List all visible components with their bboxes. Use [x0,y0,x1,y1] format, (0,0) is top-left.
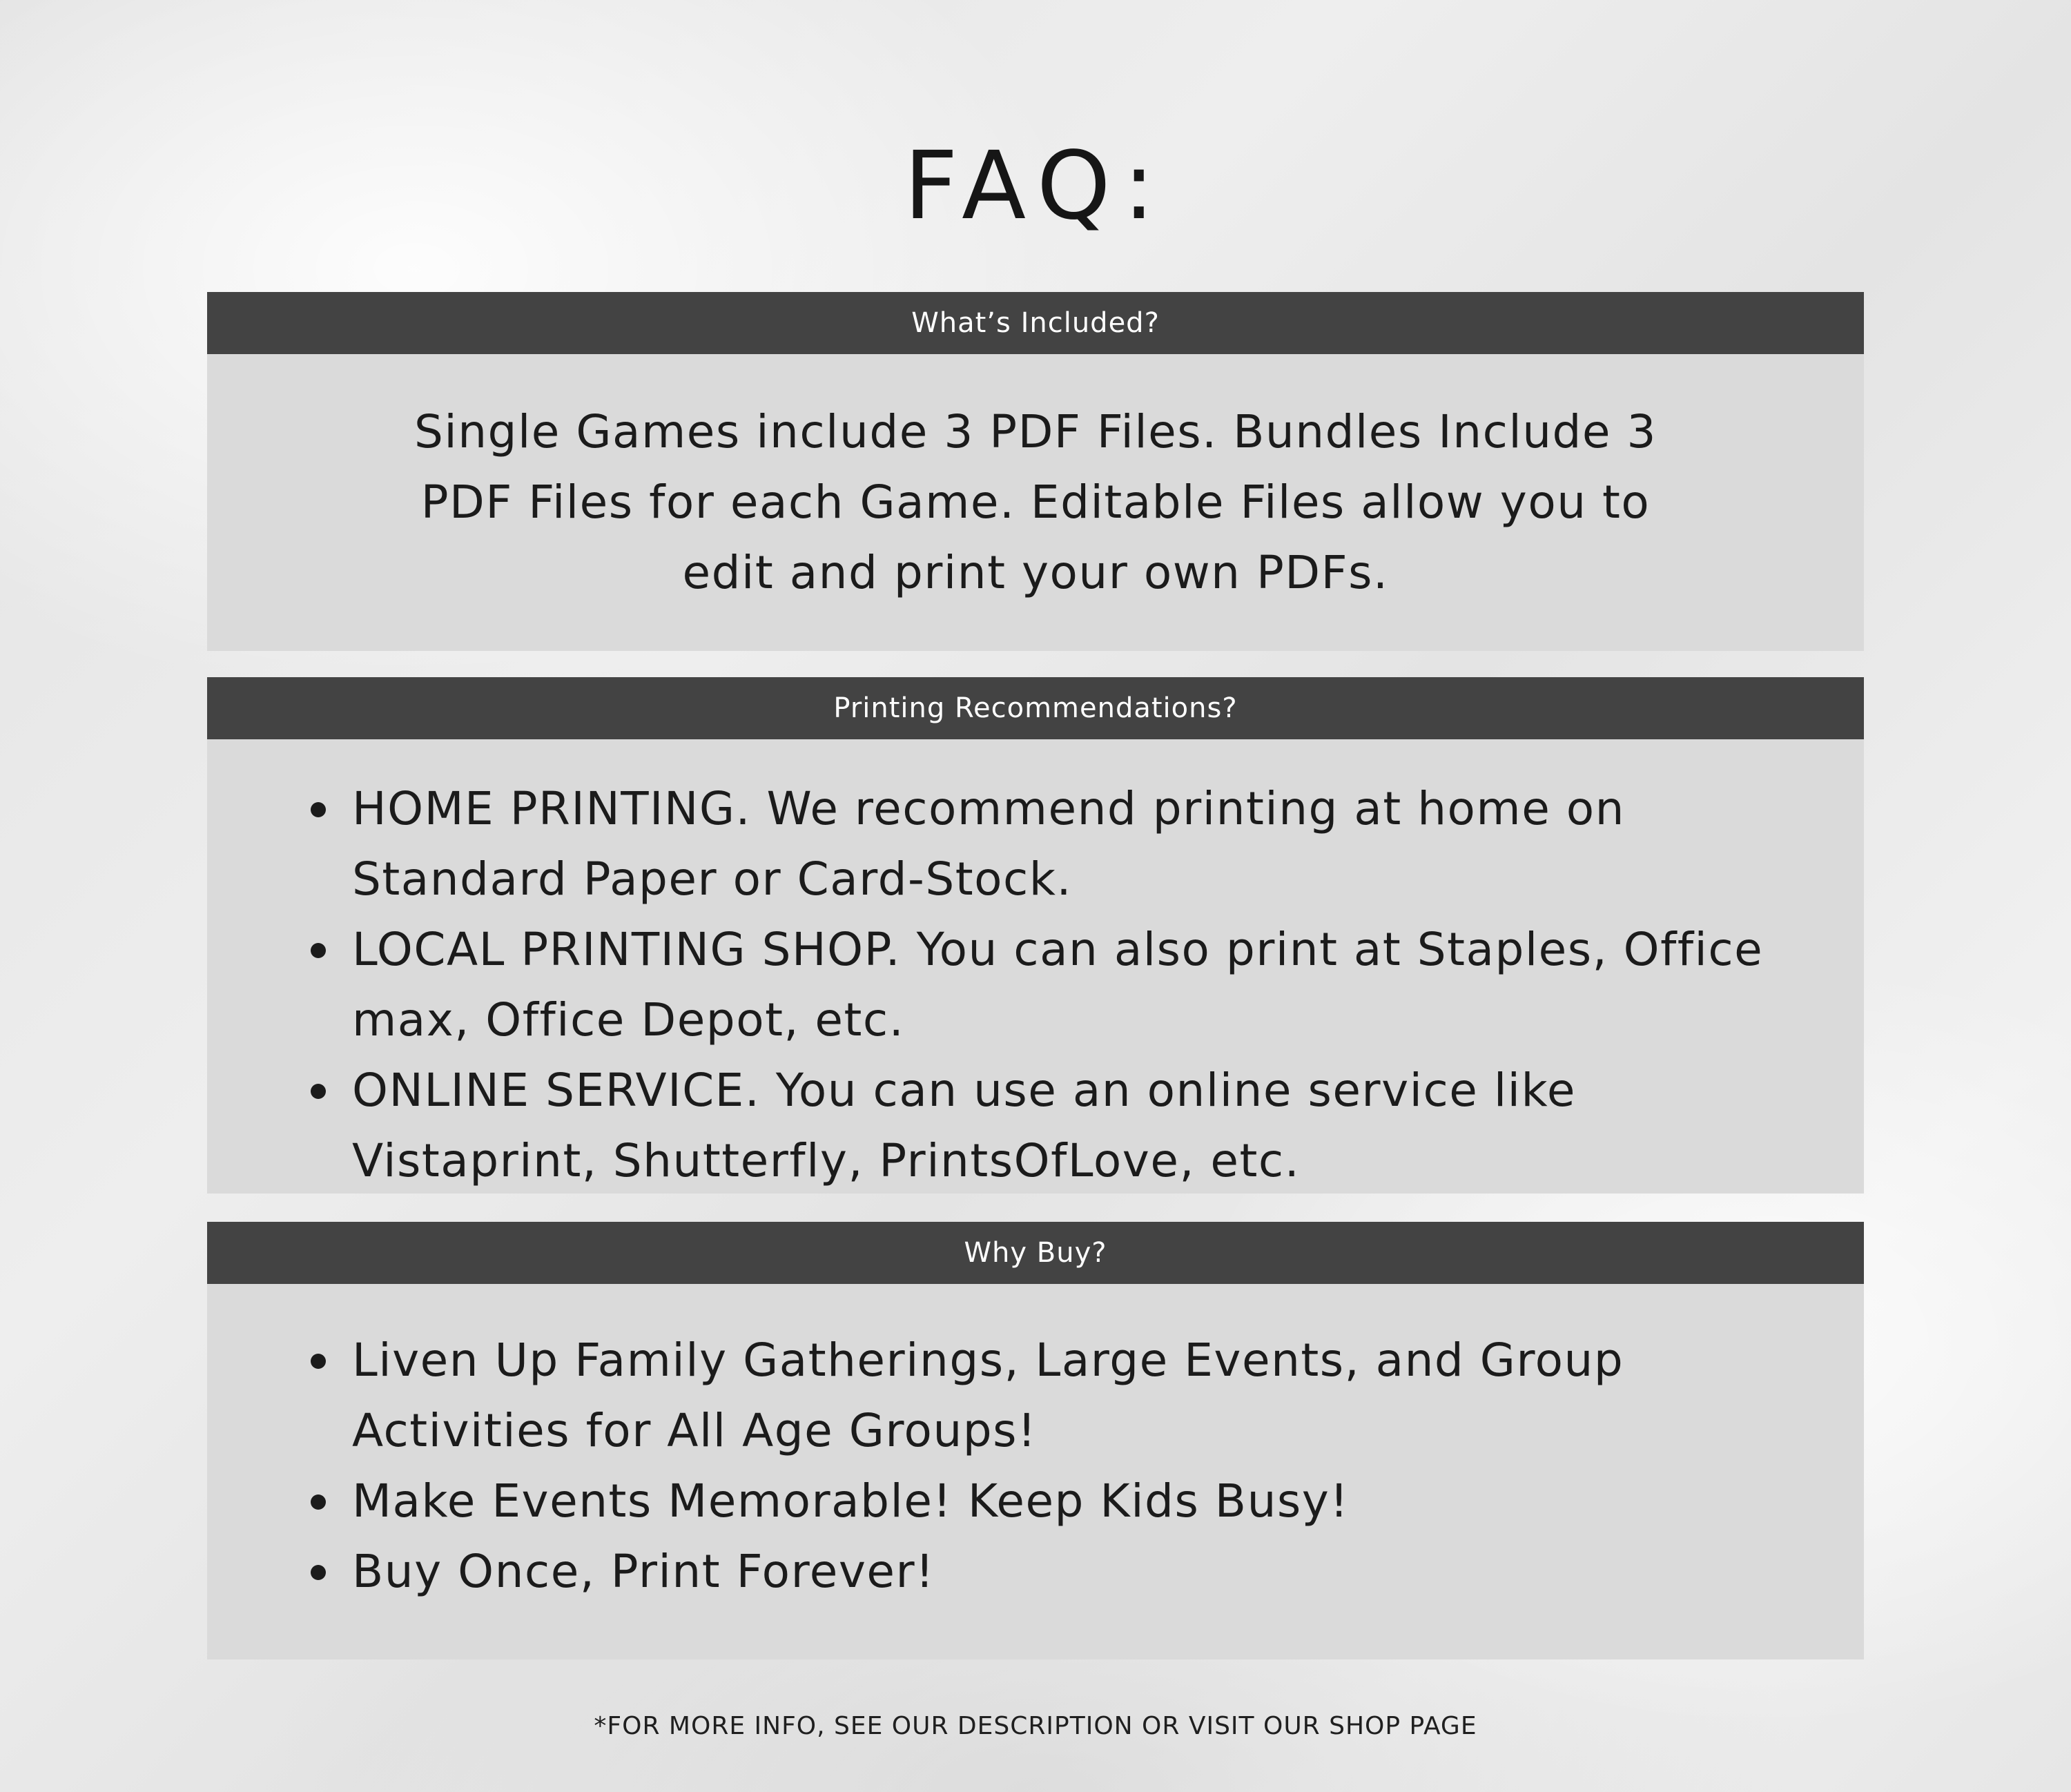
section-body [207,1284,1864,1659]
list-item-text: HOME PRINTING. We recommend printing at home on Standard Paper or Card-Stock. [352,782,1625,906]
page-title: FAQ: [904,132,1167,241]
section-heading-bar [207,677,1864,739]
bullet-icon [311,1354,326,1369]
list-item [311,1055,1781,1196]
list-item [311,774,1781,915]
section-body [207,354,1864,651]
section-heading-bar [207,292,1864,354]
bullet-list [311,1325,1781,1607]
bullet-icon [311,802,326,817]
faq-section-why-buy [207,1222,1864,1659]
list-item [311,1466,1781,1537]
list-item [311,1325,1781,1466]
bullet-icon [311,1494,326,1510]
section-heading: What’s Included? [911,307,1160,339]
bullet-list [311,774,1781,1196]
bullet-icon [311,1565,326,1580]
section-heading-bar [207,1222,1864,1284]
section-text: Single Games include 3 PDF Files. Bundles Include 3 PDF Files for each Game. Editable Files allow you to edit and print your own PDFs. [414,405,1657,599]
list-item-text: Liven Up Family Gatherings, Large Events, and Group Activities for All Age Groups! [352,1334,1624,1457]
list-item-text: Buy Once, Print Forever! [352,1545,935,1598]
section-heading: Printing Recommendations? [833,692,1238,724]
list-item [311,1537,1781,1607]
bullet-icon [311,943,326,958]
list-item [311,915,1781,1055]
bullet-icon [311,1084,326,1099]
list-item-text: LOCAL PRINTING SHOP. You can also print at Staples, Office max, Office Depot, etc. [352,923,1764,1046]
faq-section-whats-included [207,292,1864,651]
footer-note: *FOR MORE INFO, SEE OUR DESCRIPTION OR VISIT OUR SHOP PAGE [594,1712,1477,1740]
faq-section-printing-recommendations [207,677,1864,1194]
list-item-text: ONLINE SERVICE. You can use an online service like Vistaprint, Shutterfly, PrintsOfLove, etc. [352,1064,1576,1187]
list-item-text: Make Events Memorable! Keep Kids Busy! [352,1474,1350,1528]
section-heading: Why Buy? [964,1237,1107,1269]
section-body [207,739,1864,1194]
